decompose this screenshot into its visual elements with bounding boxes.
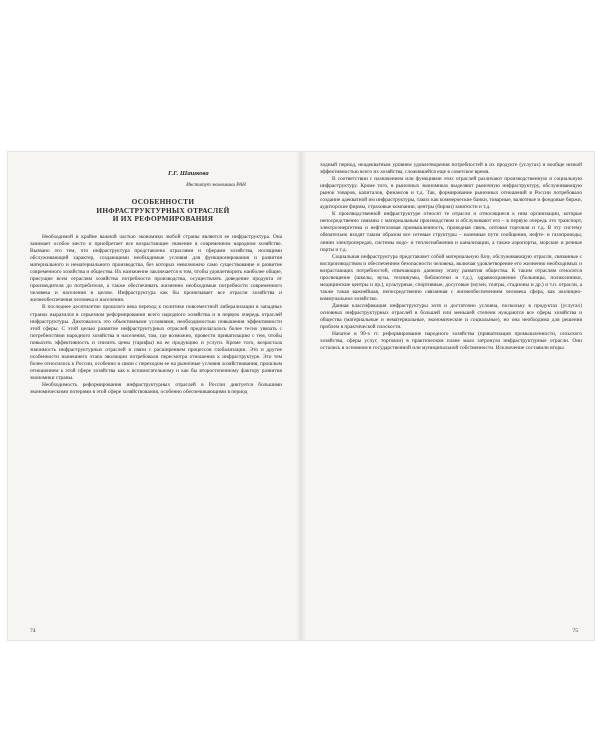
page-number: 74 [30, 628, 36, 634]
paragraph: Социальная инфраструктура представляет собой материальную базу, обслуживающую отрасли, связанные с воспроизводством и обеспечением безопасности человека, включая удовлетворение его жизненно необходимых и возрастающих потребностей, отвечающих данному этапу развития общества. К таким отраслям относятся просвещение (школы, вузы, техникумы, библиотеки и т.д.), здравоохранение (больницы, поликлиники, медицинские центры и пр.), культурные, спортивные, досуговые (музеи, театры, стадионы и др.) и т.п. отрасли, а также такая важнейшая, непосредственно связанная с жизнеобеспечением человека сфера, как жилищно-коммунальное хозяйство. [320, 253, 582, 302]
page-number: 75 [572, 628, 578, 634]
paragraph: В соответствии с назначением или функциями этих отраслей различают производственную и социальную инфраструктуру. Кроме того, в рыночных экономиках выделяют рыночную инфраструктуру, обслуживающую рынок товаров, капиталов, финансов и т.д. Так, формирование рыночных отношений в России потребовало создание адекватной им инфраструктуры, таких как коммерческие банки, товарные, валютные и фондовые биржи, аудиторские фирмы, страховые компании, центры (биржи) занятости и т.д. [320, 176, 582, 211]
paragraph: Данная классификация инфраструктуры хотя и достаточно условна, поскольку в продуктах (услугах) основных инфраструктурных отраслей в большей или меньшей степени нуждаются все сферы хозяйства и общества (материальные и нематериальные, экономические и социальные), но она необходима для решения проблем в практической плоскости. [320, 302, 582, 331]
paragraph: Начатое в 90-х гг. реформирование народного хозяйства (приватизация промышленности, сельского хозяйства, сферы услуг, торговли) в практическом плане мало затронуло инфраструктурные отрасли. Они остались в основном в государственной или муниципальной собственности. Исключение составили вторы [320, 331, 582, 352]
left-page-body [30, 234, 282, 632]
book-spread [8, 152, 594, 640]
paragraph: В последнее десятилетие прошлого века переход к политике повсеместной либерализации в западных странах выразился в серьезном реформировании всего народного хозяйства и в первую очередь отраслей инфраструктуры. Диктовалось это объективными условиями, необходимостью повышения эффективности этой сферы. С этой целью развитие инфраструктурных отраслей предполагалось более тесно увязать с потребностями народного хозяйства и населения, там, где возможно, провести приватизацию с тем, чтобы повысить эффективность и снизить цены (тарифы) на ее продукцию и услуги. Кроме того, возрастала значимость инфраструктурных отраслей в связи с расширением процессов глобализации. Это и другие особенности нынешнего этапа эволюции потребовали пересмотра отношения к инфраструктуре. Это тем более относилось к России, особенно в связи с переходом ее на рыночные условия хозяйствования, прошлым отношением к этой сфере хозяйства как к вспомогательному и как бы второстепенному фактору развития экономики страны. [30, 304, 282, 381]
right-page-body [320, 162, 582, 624]
article-title [48, 198, 278, 224]
left-page [8, 152, 298, 640]
title-line: ИНФРАСТРУКТУРНЫХ ОТРАСЛЕЙ [96, 205, 230, 215]
paragraph: К производственной инфраструктуре относят те отрасли и относящиеся к ним организации, которые непосредственно связаны с материальным производством и обслуживают его – в первую очередь это транспорт, электроэнергетика и нефтегазовая промышленность, проводная связь, оптовая торговля и т.д. В эту систему обязательно входят таким образом все сетевые структуры – наземные пути сообщения, нефте- и газопроводы, линии электропередач, системы водо- и теплоснабжения и канализации, а также аэропорты, морские и речные порты и т.д. [320, 211, 582, 253]
paragraph: Необходимой и крайне важной частью экономики любой страны является ее инфраструктура. Она занимает особое место и приобретает все возрастающее значение в современном народном хозяйстве. Вызвано это тем, что инфраструктура представлена отраслями и сферами хозяйства, носящими обслуживающий характер, создающими необходимые условия для функционирования и развития материального и нематериального производства, без которых невозможно само существование и развитие современного хозяйства и общества. Их назначение заключается в том, чтобы удовлетворить наиболее общие, присущие всем отраслям хозяйства потребности производства, осуществлять доведение продукта от производителя до потребителя, а также обеспечивать жизненно необходимые потребности современного человека и населения в целом. Инфраструктура как бы пронизывает все отрасли хозяйства и жизнеобеспечения человека и населения. [30, 234, 282, 304]
paragraph: Необходимость реформирования инфраструктурных отраслей в России диктуется большими экономическими потерями в этой сфере хозяйствования, особенно обеспечивающими в период [30, 381, 282, 396]
paragraph: ходный период, неадекватным уровнем удовлетворения потребностей в их продукте (услугах) и вообще низкой эффективностью всего их хозяйства, сложившейся еще в советское время. [320, 162, 582, 176]
title-line: И ИХ РЕФОРМИРОВАНИЯ [112, 214, 214, 224]
right-page [304, 152, 594, 640]
title-line: ОСОБЕННОСТИ [131, 197, 195, 206]
author-name: Г.Г. Шашкова [168, 170, 209, 177]
author-affiliation: Институт экономики РАН [186, 182, 246, 188]
